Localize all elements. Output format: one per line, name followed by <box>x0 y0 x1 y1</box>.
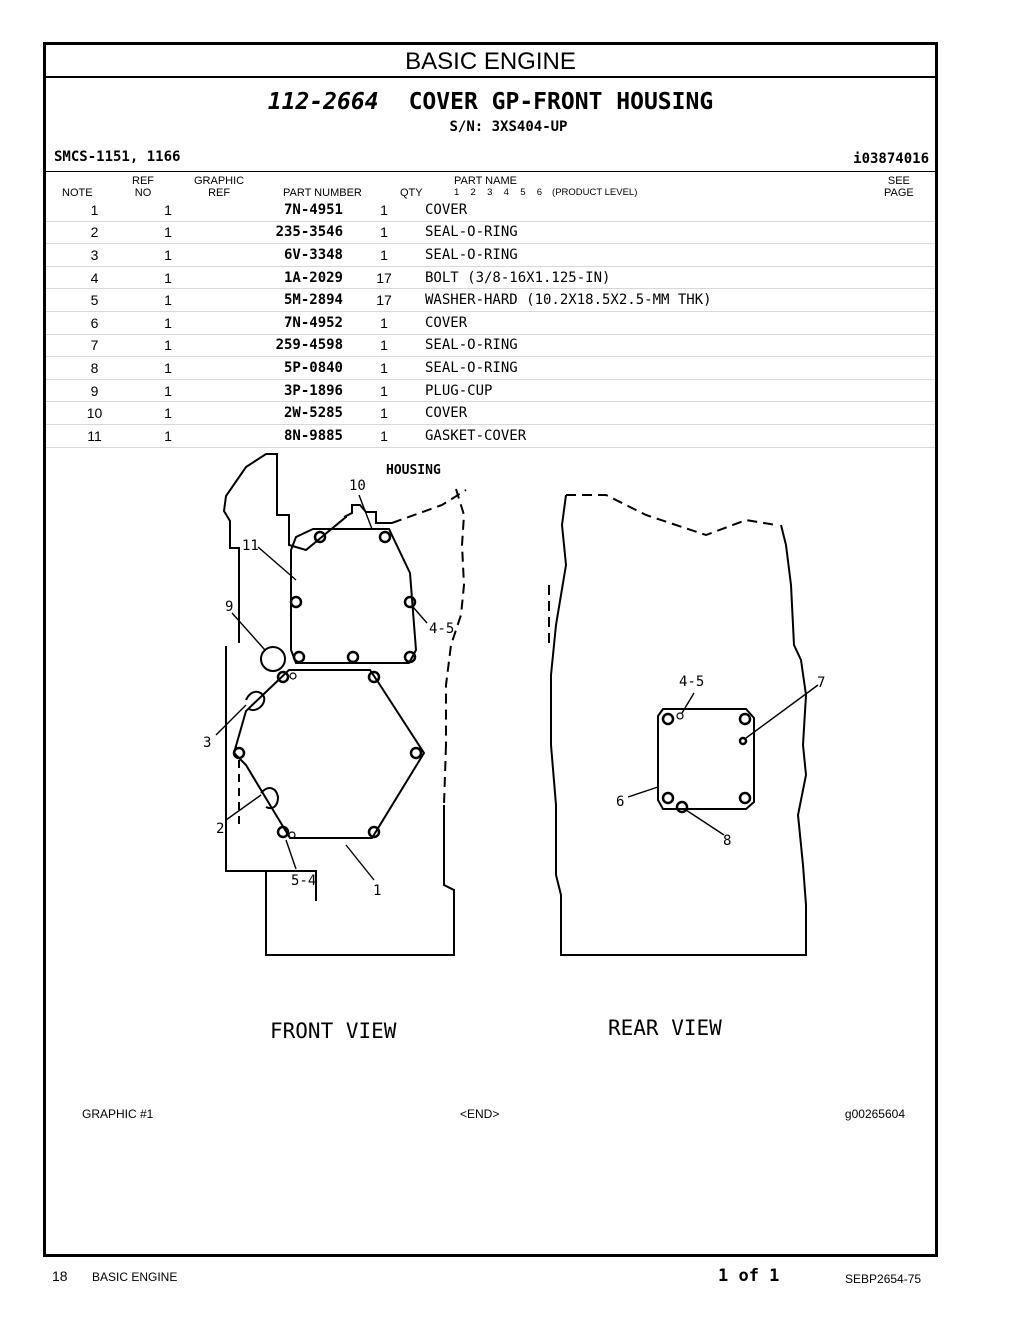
page-frame <box>43 42 938 1257</box>
callout-3: 3 <box>203 735 212 751</box>
ref-cell: 9 <box>46 379 143 402</box>
ref-cell: 3 <box>46 244 143 267</box>
graphic-ref-cell: 1 <box>143 221 193 244</box>
section-title: BASIC ENGINE <box>46 45 935 78</box>
graphic-label: GRAPHIC #1 <box>82 1107 154 1121</box>
part-number-cell: 6V-3348 <box>193 244 343 267</box>
callout-6: 6 <box>616 794 625 810</box>
col-ref: REF NO <box>132 175 154 199</box>
doc-id: SEBP2654-75 <box>845 1272 922 1286</box>
ref-cell: 8 <box>46 357 143 380</box>
graphic-ref-cell: 1 <box>143 379 193 402</box>
part-number-cell: 7N-4951 <box>193 199 343 221</box>
rear-view-label: REAR VIEW <box>608 1016 722 1040</box>
serial-range: S/N: 3XS404-UP <box>449 119 568 135</box>
ref-cell: 11 <box>46 424 143 447</box>
housing-label: HOUSING <box>386 463 441 478</box>
part-name-cell: SEAL-O-RING <box>425 357 935 380</box>
graphic-ref-cell: 1 <box>143 266 193 289</box>
group-part-number: 112-2664 <box>267 89 379 115</box>
col-graphic-ref: GRAPHIC REF <box>194 175 245 199</box>
qty-cell: 1 <box>343 221 425 244</box>
part-name-cell: COVER <box>425 199 935 221</box>
callout-4-5-front: 4-5 <box>429 621 455 637</box>
ref-cell: 1 <box>46 199 143 221</box>
smcs-code: SMCS-1151, 1166 <box>54 149 181 165</box>
part-number-cell: 2W-5285 <box>193 402 343 425</box>
part-number-cell: 5P-0840 <box>193 357 343 380</box>
part-name-cell: COVER <box>425 311 935 334</box>
col-part-name: PART NAME 1 2 3 4 5 6 (PRODUCT LEVEL) <box>454 175 638 198</box>
graphic-ref-cell: 1 <box>143 199 193 221</box>
callout-7: 7 <box>817 675 826 691</box>
ref-cell: 7 <box>46 334 143 357</box>
qty-cell: 1 <box>343 311 425 334</box>
part-name-cell: GASKET-COVER <box>425 424 935 447</box>
illustration-id: i03874016 <box>853 151 929 167</box>
part-name-cell: COVER <box>425 402 935 425</box>
part-number-cell: 8N-9885 <box>193 424 343 447</box>
callout-4-5-rear: 4-5 <box>679 674 705 690</box>
part-name-cell: PLUG-CUP <box>425 379 935 402</box>
callout-9: 9 <box>225 599 234 615</box>
graphic-ref-cell: 1 <box>143 334 193 357</box>
qty-cell: 1 <box>343 357 425 380</box>
part-number-cell: 259-4598 <box>193 334 343 357</box>
part-name-cell: SEAL-O-RING <box>425 221 935 244</box>
group-name: COVER GP-FRONT HOUSING <box>408 89 714 115</box>
graphic-ref-cell: 1 <box>143 402 193 425</box>
graphic-ref-cell: 1 <box>143 244 193 267</box>
callout-2: 2 <box>216 821 225 837</box>
part-number-cell: 3P-1896 <box>193 379 343 402</box>
part-number-cell: 235-3546 <box>193 221 343 244</box>
qty-cell: 17 <box>343 289 425 312</box>
qty-cell: 1 <box>343 424 425 447</box>
graphic-ref-cell: 1 <box>143 357 193 380</box>
ref-cell: 2 <box>46 221 143 244</box>
page-of: 1 of 1 <box>718 1266 780 1286</box>
col-see-page: SEE PAGE <box>884 175 914 199</box>
qty-cell: 1 <box>343 244 425 267</box>
part-number-cell: 1A-2029 <box>193 266 343 289</box>
graphic-ref-cell: 1 <box>143 311 193 334</box>
page-number: 18 <box>52 1268 68 1284</box>
ref-cell: 10 <box>46 402 143 425</box>
ref-cell: 5 <box>46 289 143 312</box>
part-name-cell: SEAL-O-RING <box>425 334 935 357</box>
callout-1: 1 <box>373 883 382 899</box>
qty-cell: 17 <box>343 266 425 289</box>
qty-cell: 1 <box>343 379 425 402</box>
graphic-id: g00265604 <box>844 1107 905 1121</box>
part-name-cell: SEAL-O-RING <box>425 244 935 267</box>
part-number-cell: 5M-2894 <box>193 289 343 312</box>
page-section: BASIC ENGINE <box>92 1270 178 1284</box>
parts-diagram <box>46 45 935 1045</box>
part-number-cell: 7N-4952 <box>193 311 343 334</box>
col-note: NOTE <box>62 187 93 199</box>
graphic-ref-cell: 1 <box>143 424 193 447</box>
graphic-ref-cell: 1 <box>143 289 193 312</box>
ref-cell: 6 <box>46 311 143 334</box>
ref-cell: 4 <box>46 266 143 289</box>
col-part-number: PART NUMBER <box>283 187 362 199</box>
part-name-cell: BOLT (3/8-16X1.125-IN) <box>425 266 935 289</box>
col-qty: QTY <box>400 187 423 199</box>
qty-cell: 1 <box>343 199 425 221</box>
callout-11: 11 <box>242 538 259 554</box>
qty-cell: 1 <box>343 334 425 357</box>
end-marker: <END> <box>460 1107 500 1121</box>
front-view-label: FRONT VIEW <box>270 1019 397 1043</box>
qty-cell: 1 <box>343 402 425 425</box>
callout-10: 10 <box>349 478 366 494</box>
callout-5-4: 5-4 <box>291 873 317 889</box>
part-name-cell: WASHER-HARD (10.2X18.5X2.5-MM THK) <box>425 289 935 312</box>
callout-8: 8 <box>723 833 732 849</box>
